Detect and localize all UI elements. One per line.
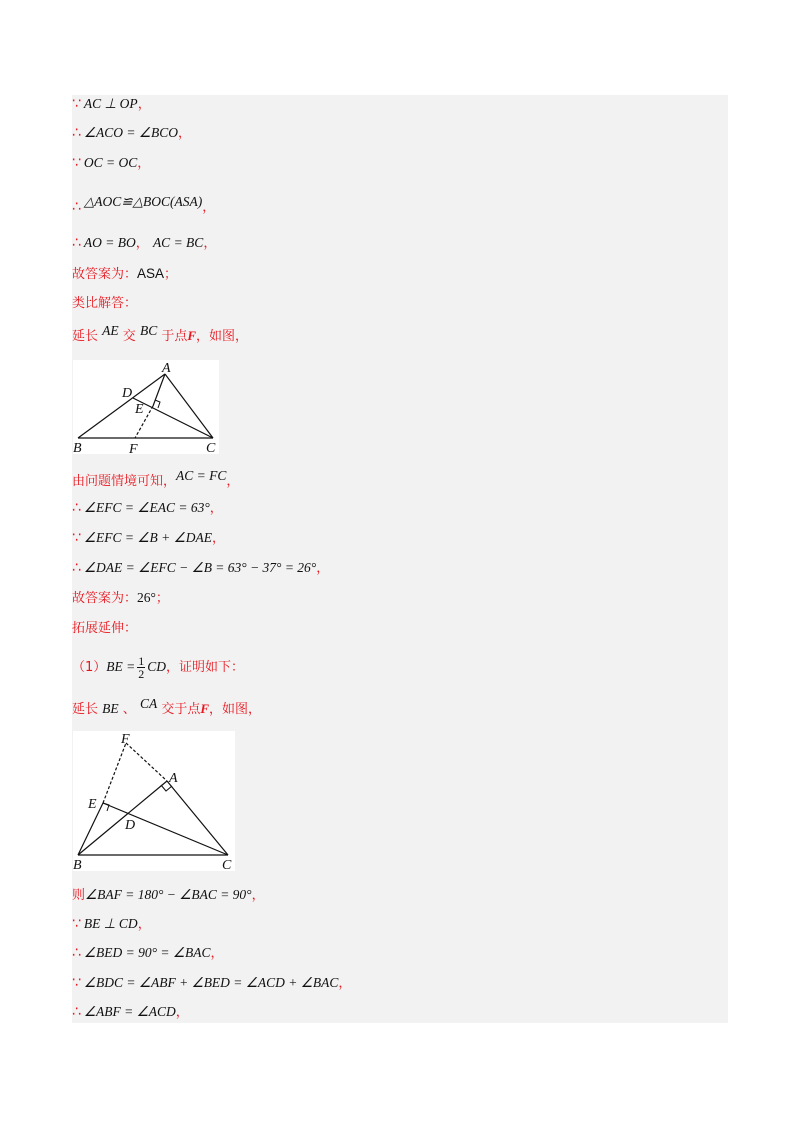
point-label-f: F (129, 442, 138, 454)
fraction-numerator: 1 (138, 654, 145, 668)
punct: ， (137, 156, 151, 171)
math-expr: △AOC≌△BOC(ASA) (83, 194, 203, 209)
section-heading-extension (72, 618, 137, 640)
because-symbol: ∵ (72, 530, 81, 546)
point-label-b: B (73, 858, 82, 871)
text: 交 (122, 329, 136, 344)
triangle-figure-2 (73, 731, 235, 871)
punct: ， (137, 97, 151, 112)
therefore-symbol: ∴ (72, 945, 81, 961)
punct: ， (226, 474, 240, 489)
text: 、 (122, 702, 136, 717)
text: ，如图， (209, 702, 262, 717)
extension-claim (72, 652, 244, 682)
analogy-line-1 (72, 470, 239, 492)
therefore-symbol: ∴ (72, 500, 81, 516)
answer-line-1 (72, 263, 177, 285)
math-expr: ∠DAE = ∠EFC − ∠B = 63° − 37° = 26° (83, 560, 317, 575)
math-expr: ∠EFC = ∠EAC = 63° (83, 500, 210, 515)
extension-line-2 (72, 913, 151, 935)
text: 由问题情境可知， (72, 474, 177, 489)
extension-line-1 (72, 884, 265, 906)
punct: ， (338, 976, 352, 991)
heading-text: 拓展延伸： (72, 621, 138, 636)
answer-label: 故答案为： (72, 591, 138, 606)
construction-line-2 (72, 698, 261, 720)
math-expr: ∠BED = 90° = ∠BAC (83, 945, 211, 960)
fraction-denominator: 2 (138, 667, 145, 681)
proof-line-1 (72, 93, 151, 115)
point-label-e: E (88, 797, 97, 812)
analogy-line-2 (72, 497, 223, 519)
punct: ， (178, 126, 192, 141)
proof-line-3 (72, 152, 150, 174)
punct: ， (316, 561, 330, 576)
punct: ， (137, 917, 151, 932)
separator: ， (135, 236, 149, 251)
point-label-c: C (222, 858, 232, 871)
punct: ， (209, 501, 223, 516)
answer-value: 26° (137, 590, 156, 605)
answer-label: 故答案为： (72, 267, 138, 282)
point-label-f: F (121, 732, 130, 747)
punct: ， (203, 236, 217, 251)
point-label: F (187, 328, 197, 343)
proof-line-4 (72, 196, 215, 218)
math-expr: ∠BDC = ∠ABF + ∠BED = ∠ACD + ∠BAC (83, 975, 339, 990)
heading-text: 类比解答： (72, 296, 138, 311)
point-label-d: D (125, 818, 136, 833)
text: 则 (72, 888, 86, 903)
because-symbol: ∵ (72, 155, 81, 171)
math-expr: AC = BC (152, 235, 204, 250)
text: 延长 (72, 702, 99, 717)
math-expr: CD (147, 659, 167, 674)
math-expr: BE (102, 701, 119, 716)
punct: ， (175, 1005, 189, 1020)
math-expr: ∠EFC = ∠B + ∠DAE (83, 530, 212, 545)
math-expr: AE (102, 323, 119, 338)
therefore-symbol: ∴ (72, 560, 81, 576)
text: ，证明如下： (166, 660, 245, 675)
punct: ， (251, 888, 265, 903)
point-label-d: D (122, 386, 133, 401)
math-expr: AC ⊥ OP (83, 96, 138, 111)
math-expr: ∠ABF = ∠ACD (83, 1004, 176, 1019)
text: 交于点 (161, 702, 201, 717)
because-symbol: ∵ (72, 975, 81, 991)
math-expr: BC (139, 323, 158, 338)
punct: ， (210, 946, 224, 961)
answer-line-2 (72, 587, 169, 609)
punct: ， (211, 531, 225, 546)
triangle-figure-1 (73, 360, 219, 454)
text: 于点 (161, 329, 188, 344)
math-expr: BE = (106, 659, 136, 674)
extension-line-5 (72, 1001, 189, 1023)
answer-value: ASA (137, 266, 165, 281)
proof-line-5 (72, 232, 216, 254)
analogy-line-4 (72, 557, 329, 579)
punct: ； (164, 267, 178, 282)
extension-line-3 (72, 942, 224, 964)
point-label-c: C (206, 441, 216, 454)
therefore-symbol: ∴ (72, 1004, 81, 1020)
item-number: （1） (72, 660, 107, 675)
math-expr: BE ⊥ CD (83, 916, 138, 931)
math-expr: ∠BAF = 180° − ∠BAC = 90° (85, 887, 252, 902)
fraction-one-half (137, 655, 145, 680)
math-expr: CA (139, 696, 158, 711)
math-expr: AO = BO (83, 235, 136, 250)
point-label-a: A (162, 361, 171, 376)
point-label-a: A (169, 771, 178, 786)
punct: ； (155, 591, 169, 606)
point-label-b: B (73, 441, 82, 454)
punct: ， (202, 200, 216, 215)
because-symbol: ∵ (72, 916, 81, 932)
proof-line-2 (72, 122, 191, 144)
therefore-symbol: ∴ (72, 125, 81, 141)
math-expr: ∠ACO = ∠BCO (83, 125, 178, 140)
section-heading-analogy (72, 293, 137, 315)
construction-line-1 (72, 325, 248, 347)
extension-line-4 (72, 972, 351, 994)
text: ，如图， (196, 329, 249, 344)
point-label-e: E (135, 402, 144, 417)
therefore-symbol: ∴ (72, 199, 81, 215)
math-expr: AC = FC (176, 468, 227, 483)
text: 延长 (72, 329, 99, 344)
analogy-line-3 (72, 527, 225, 549)
point-label: F (200, 701, 210, 716)
therefore-symbol: ∴ (72, 235, 81, 251)
because-symbol: ∵ (72, 96, 81, 112)
math-expr: OC = OC (83, 155, 138, 170)
